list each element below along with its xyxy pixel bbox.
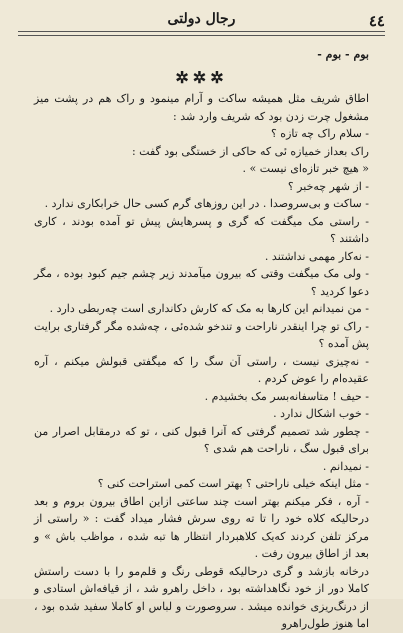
paragraph: - از شهر چه‌خبر ؟ — [287, 179, 369, 193]
section-ornament: ✲✲✲ — [175, 67, 228, 87]
paragraph: - حیف ! متاسفانه‌بسر مک بخشیدم . — [204, 389, 369, 403]
paragraph: - نمیدانم . — [322, 459, 369, 473]
paragraph: - راک تو چرا اینقدر ناراحت و تندخو شده‌ئی ، چه‌شده مگر گرفتاری برایت پش آمده ؟ — [34, 319, 369, 350]
paragraph: - نه‌چیزی نیست ، راستی آن سگ را که میگفتی قبولش میکنم ، آره عقیده‌ام را عوض کردم . — [34, 354, 369, 385]
paragraph: - سلام راک چه تازه ؟ — [270, 127, 369, 140]
paragraph: - ولی مک میگفت وقتی که بیرون میآمدند زیر چشم جیم کبود بوده ، مگر دعوا کردید ؟ — [34, 267, 369, 298]
paragraph: - نه‌کار مهمی نداشتند . — [264, 249, 369, 263]
running-title: رجال دولتی — [167, 11, 236, 27]
body-text — [34, 46, 369, 630]
paragraph: اطاق شریف مثل همیشه ساکت و آرام مینمود و راک هم در پشت میز مشغول چرت زدن بود که شریف وارد شد : — [34, 92, 369, 123]
header-rule — [18, 31, 385, 36]
paragraph: - راستی مک میگفت که گری و پسرهایش پیش تو آمده بودند ، کاری داشتند ؟ — [34, 214, 369, 245]
paragraph: درخانه بازشد و گری درحالیکه قوطی رنگ و قلم‌مو را با دست راستش کاملا دور از خود نگاهداشته بود ، داخل راهرو شد ، از قیافه‌اش استادی و از درنگ‌ریزی خوانده میشد . سرو‌صورت و لباس او کاملا سفید شده بود ، اما هنوز طول‌راهرو — [34, 564, 369, 630]
page-header — [18, 8, 385, 36]
paragraph: - چطور شد تصمیم گرفتی که آنرا قبول کنی ، تو که درمقابل اصرار من برای قبول سگ ، ناراحت هم شدی ؟ — [34, 424, 369, 455]
page-number: ٤٤ — [368, 12, 385, 30]
paragraph: راک بعداز خمیازه ئی که حاکی از خستگی بود گفت : — [131, 144, 369, 158]
paragraph: - من نمیدانم این کارها به مک که کارش دکانداری است چه‌ربطی دارد . — [49, 302, 369, 315]
paragraph: - ساکت و بی‌سروصدا . در این روزهای گرم کسی حال خرابکاری ندارد . — [44, 197, 369, 210]
paragraph: « هیچ خبر تازه‌ای نیست » . — [242, 162, 369, 175]
paragraph: - مثل اینکه خیلی ناراحتی ؟ بهتر است کمی استراحت کنی ؟ — [97, 477, 369, 490]
paragraph: - خوب اشکال ندارد . — [273, 407, 369, 420]
paragraph: - آره ، فکر میکنم بهتر است چند ساعتی ازاین اطاق بیرون بروم و بعد درحالیکه کلاه خود را تا ته روی سرش فشار میداد گفت : « راستی از مرکز تلفن کردند که‌یک کلاهبردار انتظار ها تبه شده ، مواظب باش » و بعد از اطاق بیرون رفت . — [34, 494, 369, 560]
opening-line: بوم - بوم - — [317, 48, 369, 61]
